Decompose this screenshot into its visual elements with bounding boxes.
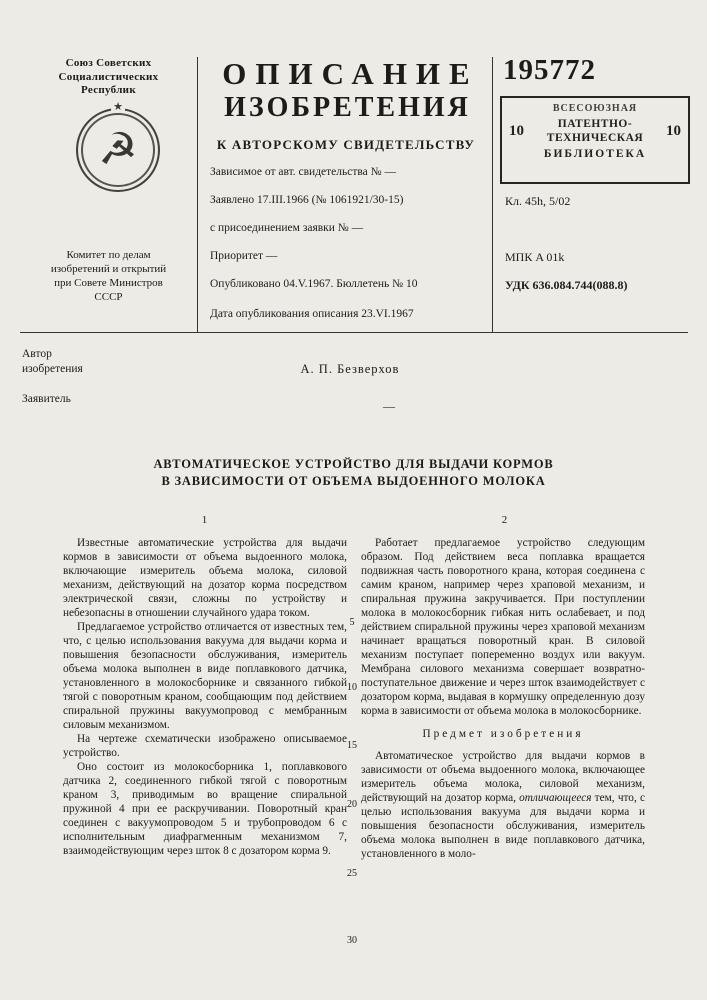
- stamp-line-technical: ТЕХНИЧЕСКАЯ: [546, 132, 644, 144]
- union-name-line: Республик: [81, 84, 136, 96]
- invention-title-line2: В ЗАВИСИМОСТИ ОТ ОБЪЕМА ВЫДОЕННОГО МОЛОКА: [161, 474, 546, 488]
- column-number-1: 1: [201, 514, 208, 526]
- paragraph: Предлагаемое устройство отличается от известных тем, что, с целью использования вакуума для выдачи корма и повышения безопасности обслуживания, измеритель объема молока выполнен в виде поплавкового датчика, установленного в молокосборнике и связанного гибкой тягой с поворотным краном, сообщающим под действием спиральной пружины вакуумопровод с мембранным силовым механизмом.: [63, 621, 347, 731]
- stamp-number-right: 10: [666, 122, 681, 139]
- line-number-5: 5: [349, 617, 355, 628]
- header-bottom-rule: [20, 332, 688, 333]
- paragraph: На чертеже схематически изображено описываемое устройство.: [63, 733, 347, 759]
- ussr-emblem: [76, 100, 160, 192]
- star-icon: ★: [113, 100, 123, 113]
- committee-line: при Совете Министров: [54, 276, 163, 289]
- column-number-2: 2: [501, 514, 508, 526]
- line-number-30: 30: [347, 935, 357, 946]
- stamp-line-library: БИБЛИОТЕКА: [543, 148, 647, 160]
- claim-text-italic: отличающееся: [519, 792, 592, 804]
- line-number-20: 20: [347, 799, 357, 810]
- union-name-line: Социалистических: [58, 70, 159, 83]
- applicant-label: Заявитель: [22, 393, 71, 405]
- document-subtitle: К АВТОРСКОМУ СВИДЕТЕЛЬСТВУ: [216, 137, 476, 152]
- author-label-line1: Автор: [22, 348, 52, 360]
- body-column-1: [63, 536, 347, 858]
- meta-joined-application: с присоединением заявки № —: [210, 222, 364, 234]
- committee-block: [20, 248, 197, 304]
- meta-description-date: Дата опубликования описания 23.VI.1967: [210, 308, 414, 320]
- author-label: [22, 347, 83, 377]
- meta-application-date: Заявлено 17.III.1966 (№ 1061921/30-15): [210, 194, 404, 206]
- stamp-line-patent-technical: [547, 117, 643, 145]
- document-title-line2: ИЗОБРЕТЕНИЯ: [224, 92, 471, 123]
- document-title-line1: ОПИСАНИЕ: [222, 56, 479, 91]
- hammer-sickle-icon: ☭: [76, 108, 160, 192]
- claim-section-heading: Предмет изобретения: [422, 728, 584, 740]
- invention-title-line1: АВТОМАТИЧЕСКОЕ УСТРОЙСТВО ДЛЯ ВЫДАЧИ КОРМОВ: [153, 457, 554, 471]
- line-number-15: 15: [347, 740, 357, 751]
- header-left-column: [20, 57, 197, 304]
- line-number-10: 10: [347, 682, 357, 693]
- applicant-value: —: [383, 399, 395, 413]
- stamp-line-patent: ПАТЕНТНО-: [557, 118, 633, 130]
- claim-text-pre: Автоматическое устройство для выдачи кормов в зависимости от объема выдоенного молока, включающее измеритель объема молока, силовой механизм, действующий на дозатор корма,: [361, 750, 645, 804]
- library-stamp: [500, 96, 690, 184]
- claim-text-post: тем, что, с целью использования вакуума для выдачи корма и повышения безопасности обслуживания, измеритель объема молока выполнен в виде поплавкового датчика, установленного в моло-: [361, 792, 645, 860]
- header-divider-left: [197, 57, 198, 332]
- stamp-line-union: ВСЕСОЮЗНАЯ: [552, 103, 638, 114]
- meta-priority: Приоритет —: [210, 250, 278, 262]
- author-label-line2: изобретения: [22, 363, 83, 375]
- paragraph: Известные автоматические устройства для выдачи кормов в зависимости от объема выдоенного молока, включающие измеритель объема молока, силовой механизм, действующий на дозатор корма посредством электрической связи, сложны по устройству и небезопасны в отношении случайного удара током.: [63, 537, 347, 619]
- udk-number: УДК 636.084.744(088.8): [505, 278, 628, 292]
- stamp-number-left: 10: [509, 122, 524, 139]
- union-name-line: Союз Советских: [65, 57, 152, 69]
- paragraph: Оно состоит из молокосборника 1, поплавкового датчика 2, соединенного гибкой тягой с поворотным краном 3, приводимым во вращение спиральной пружиной 4 при ее раскручивании. Поворотный кран соединен с вакуумопроводом 5 и трубопроводом 6 с исполнительным диафрагменным механизмом 7, взаимодействующим через шток 8 с дозатором корма 9.: [63, 761, 347, 857]
- header-divider-right: [492, 57, 493, 332]
- committee-line: изобретений и открытий: [50, 262, 167, 275]
- committee-line: Комитет по делам: [66, 248, 151, 261]
- paragraph: Работает предлагаемое устройство следующим образом. Под действием веса поплавка вращается подвижная часть поворотного крана, которая соединена с самим краном, например через храповой механизм, и спиральная пружина закручивается. При поступлении молока в молокосборник гибкая нить ослабевает, и под действием спиральной пружины через храповой механизм начинает вращаться поворотный кран. В силовой механизм поступает попеременно воздух или вакуум. Мембрана силового механизма совершает возвратно-поступательное движение и через шток взаимодействует с дозатором корма, выдавая в кормушку определенную дозу корма в зависимости от объема молока в молокосборнике.: [361, 537, 645, 717]
- claim-paragraph: [361, 749, 645, 861]
- meta-dependent-certificate: Зависимое от авт. свидетельства № —: [210, 166, 397, 178]
- classification-number: Кл. 45h, 5/02: [505, 194, 571, 208]
- committee-line: СССР: [94, 290, 123, 303]
- ipc-number: МПК A 01k: [505, 250, 565, 264]
- meta-published: Опубликовано 04.V.1967. Бюллетень № 10: [210, 278, 418, 290]
- line-number-25: 25: [347, 868, 357, 879]
- patent-number: 195772: [503, 54, 596, 86]
- author-name: А. П. Безверхов: [300, 362, 400, 376]
- body-column-2: [361, 536, 645, 861]
